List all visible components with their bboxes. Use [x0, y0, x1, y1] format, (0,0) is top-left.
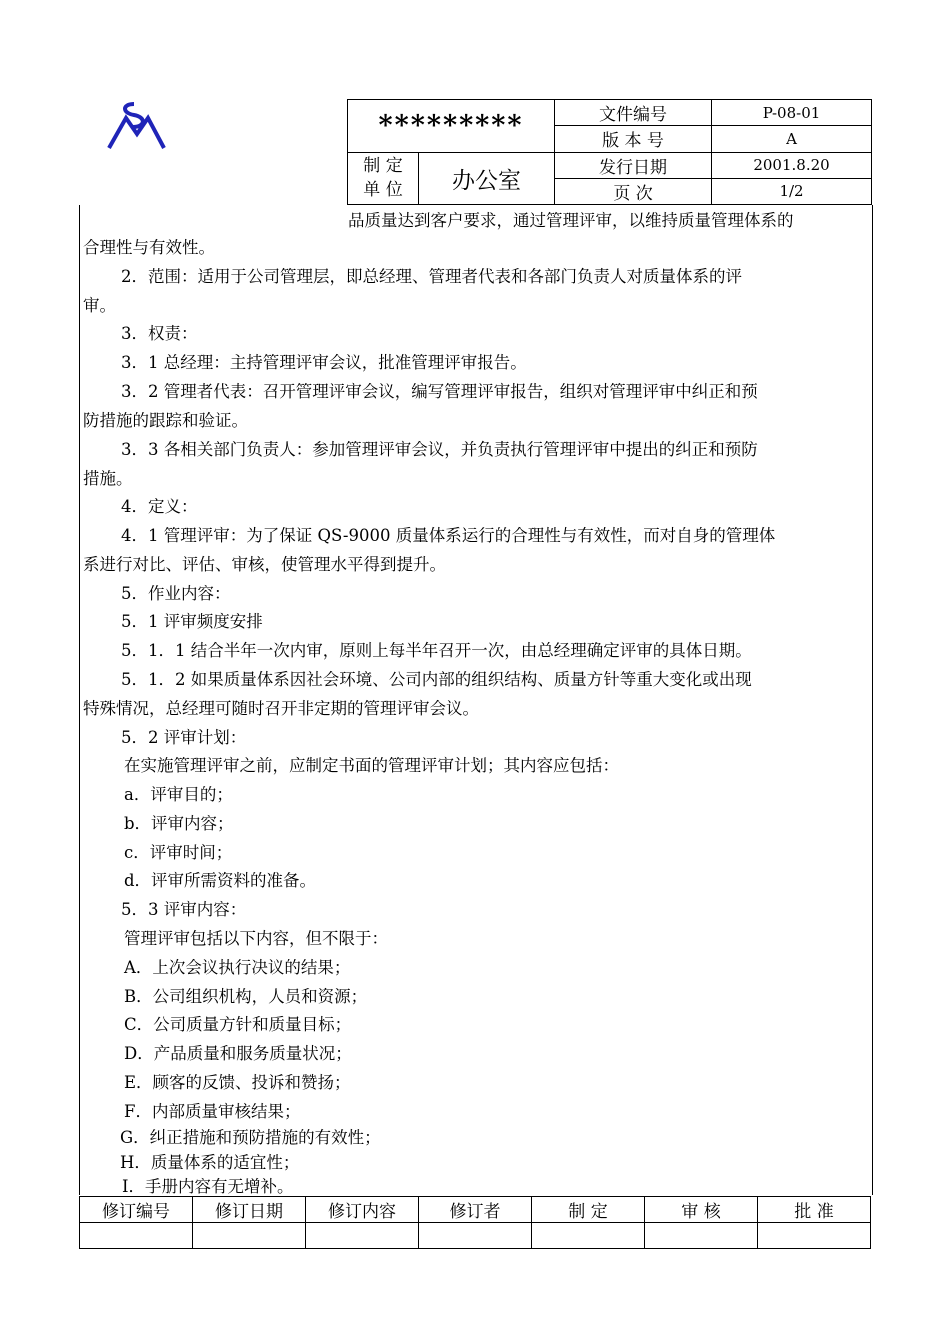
- body-line: 5．1．2 如果质量体系因社会环境、公司内部的组织结构、质量方针等重大变化或出现: [121, 670, 752, 689]
- revision-table: [79, 1196, 871, 1249]
- revision-header-cell: 审 核: [645, 1197, 758, 1223]
- doc-no-label: 文件编号: [555, 100, 712, 126]
- revision-header-cell: 修订日期: [193, 1197, 306, 1223]
- body-line: 5．3 评审内容：: [121, 900, 247, 919]
- body-line: I．手册内容有无增补。: [122, 1177, 294, 1196]
- revision-cell: [532, 1223, 645, 1249]
- version-value: A: [712, 126, 872, 152]
- revision-header-cell: 修订编号: [80, 1197, 193, 1223]
- revision-header-cell: 修订者: [419, 1197, 532, 1223]
- body-line: B．公司组织机构，人员和资源；: [124, 987, 368, 1006]
- body-line: d．评审所需资料的准备。: [124, 871, 317, 890]
- body-line: 合理性与有效性。: [83, 238, 215, 257]
- body-line: E．顾客的反馈、投诉和赞扬；: [124, 1073, 351, 1092]
- body-line: 5．1 评审频度安排: [121, 612, 263, 631]
- document-header-table: [347, 99, 872, 205]
- body-line: 5．1．1 结合半年一次内审，原则上每半年召开一次，由总经理确定评审的具体日期。: [121, 641, 752, 660]
- body-line: 措施。: [83, 469, 133, 488]
- body-line: 防措施的跟踪和验证。: [83, 411, 248, 430]
- document-body: [79, 205, 873, 1195]
- body-line: 3．2 管理者代表：召开管理评审会议，编写管理评审报告，组织对管理评审中纠正和预: [121, 382, 758, 401]
- issuer-label: [348, 152, 419, 205]
- body-line: 3．权责：: [121, 324, 198, 343]
- body-line: 品质量达到客户要求，通过管理评审，以维持质量管理体系的: [348, 211, 794, 230]
- body-line: C．公司质量方针和质量目标；: [124, 1015, 352, 1034]
- body-line: b．评审内容；: [124, 814, 234, 833]
- issuer-value: 办公室: [419, 152, 555, 205]
- doc-no-value: P-08-01: [712, 100, 872, 126]
- body-line: 审。: [83, 296, 116, 315]
- body-line: 3．3 各相关部门负责人：参加管理评审会议，并负责执行管理评审中提出的纠正和预防: [121, 440, 758, 459]
- body-line: H．质量体系的适宜性；: [120, 1153, 300, 1172]
- page-value: 1/2: [712, 178, 872, 204]
- body-line: D．产品质量和服务质量状况；: [124, 1044, 352, 1063]
- body-line: 特殊情况，总经理可随时召开非定期的管理评审会议。: [83, 699, 479, 718]
- body-line: G．纠正措施和预防措施的有效性；: [120, 1128, 381, 1147]
- body-line: 4．定义：: [121, 497, 198, 516]
- company-name: *********: [348, 100, 555, 153]
- body-line: 5．作业内容：: [121, 584, 231, 603]
- body-line: A．上次会议执行决议的结果；: [124, 958, 351, 977]
- revision-cell: [758, 1223, 871, 1249]
- body-line: 3．1 总经理：主持管理评审会议，批准管理评审报告。: [121, 353, 527, 372]
- revision-header-row: [80, 1197, 871, 1223]
- issue-date-value: 2001.8.20: [712, 152, 872, 178]
- body-line: F．内部质量审核结果；: [124, 1102, 301, 1121]
- issue-date-label: 发行日期: [555, 152, 712, 178]
- revision-cell: [419, 1223, 532, 1249]
- body-line: 在实施管理评审之前，应制定书面的管理评审计划；其内容应包括：: [124, 756, 619, 775]
- revision-cell: [645, 1223, 758, 1249]
- revision-empty-row: [80, 1223, 871, 1249]
- page-label: 页 次: [555, 178, 712, 204]
- revision-header-cell: 修订内容: [306, 1197, 419, 1223]
- body-line: c．评审时间；: [124, 843, 233, 862]
- issuer-label-line-2: 单 位: [363, 180, 403, 201]
- revision-header-cell: 制 定: [532, 1197, 645, 1223]
- revision-header-cell: 批 准: [758, 1197, 871, 1223]
- body-line: a．评审目的；: [124, 785, 233, 804]
- body-line: 5．2 评审计划：: [121, 728, 247, 747]
- body-line: 2．范围：适用于公司管理层，即总经理、管理者代表和各部门负责人对质量体系的评: [121, 267, 742, 286]
- issuer-label-line-1: 制 定: [363, 156, 403, 177]
- body-line: 管理评审包括以下内容，但不限于：: [124, 929, 388, 948]
- revision-cell: [306, 1223, 419, 1249]
- company-logo-icon: [106, 100, 166, 152]
- body-line: 4．1 管理评审：为了保证 QS-9000 质量体系运行的合理性与有效性，而对自身的管理体: [121, 526, 776, 545]
- revision-cell: [80, 1223, 193, 1249]
- version-label: 版 本 号: [555, 126, 712, 152]
- body-line: 系进行对比、评估、审核，使管理水平得到提升。: [83, 555, 446, 574]
- revision-cell: [193, 1223, 306, 1249]
